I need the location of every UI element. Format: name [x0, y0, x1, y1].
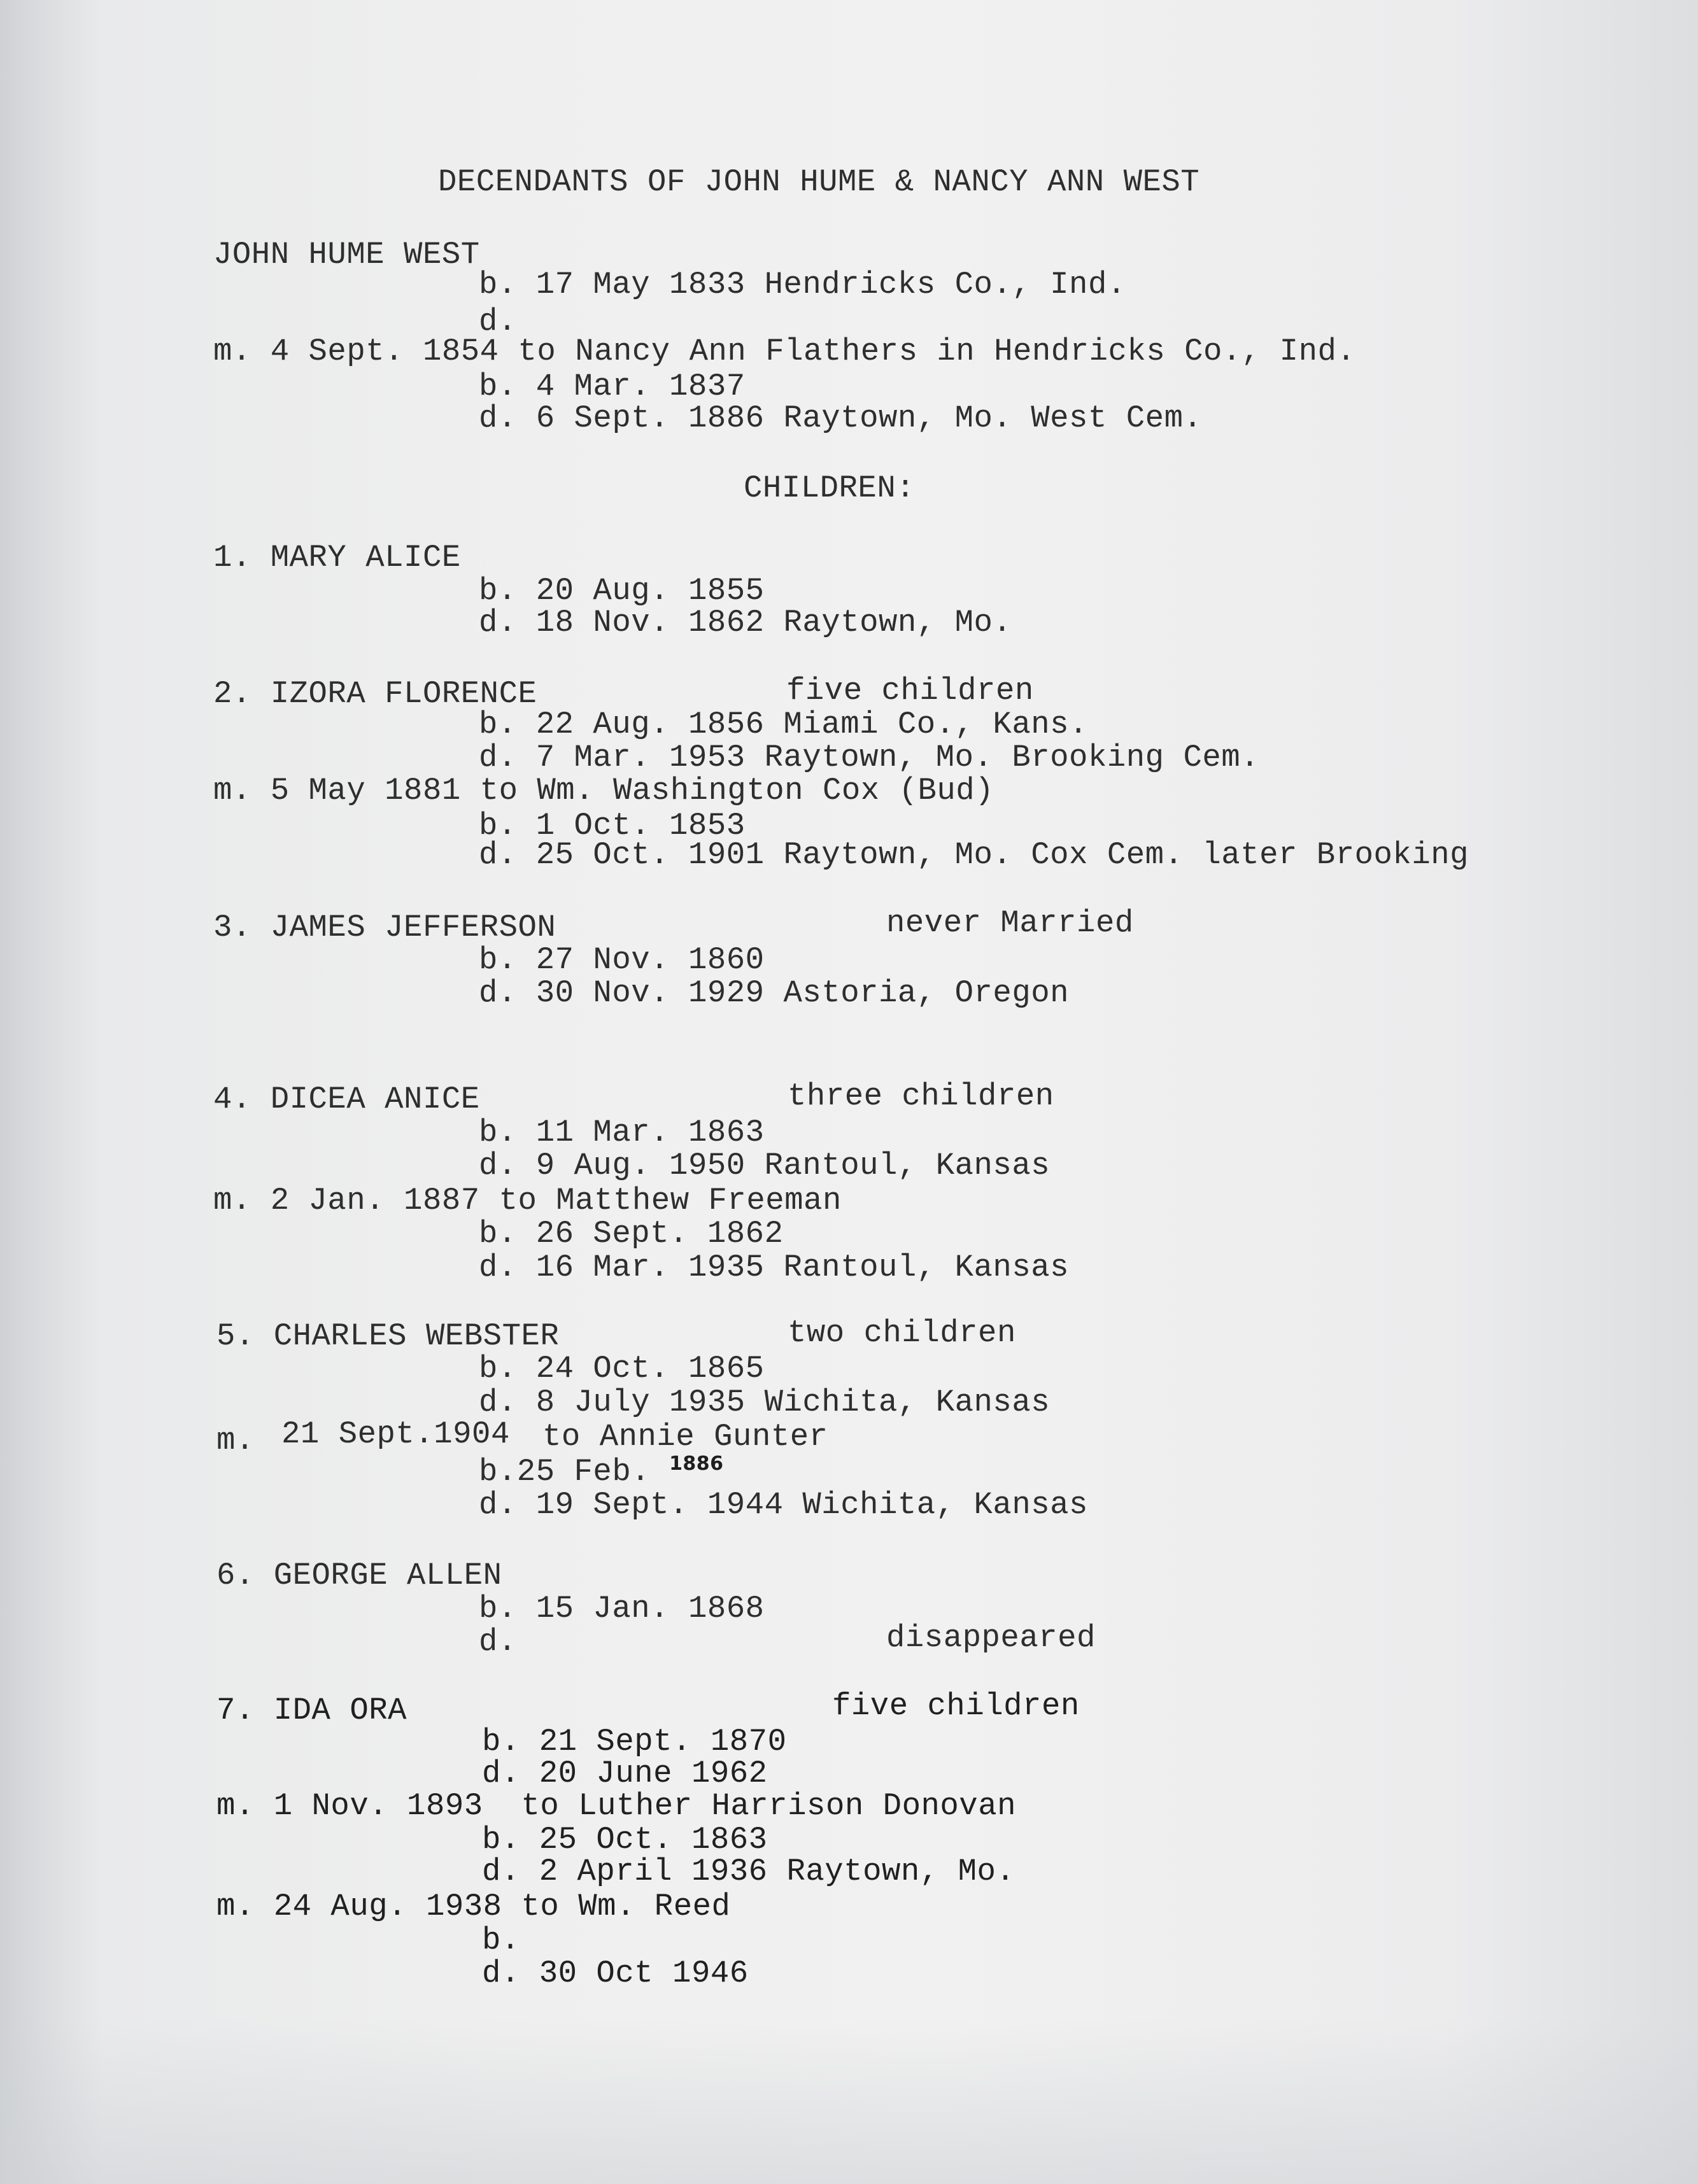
child-4-name: 4. DICEA ANICE	[213, 1081, 480, 1117]
child-5-note: two children	[788, 1315, 1016, 1351]
child-7-note: five children	[832, 1688, 1080, 1724]
document-title: DECENDANTS OF JOHN HUME & NANCY ANN WEST	[438, 164, 1200, 200]
child-1-name: 1. MARY ALICE	[213, 540, 461, 575]
child-7-born: b. 21 Sept. 1870	[482, 1724, 787, 1759]
children-heading: CHILDREN:	[744, 470, 916, 506]
child-7-died: d. 20 June 1962	[482, 1756, 768, 1791]
child-3-name: 3. JAMES JEFFERSON	[213, 910, 556, 945]
child-3-died: d. 30 Nov. 1929 Astoria, Oregon	[479, 975, 1070, 1011]
child-6-born: b. 15 Jan. 1868	[479, 1591, 765, 1626]
head-marriage: m. 4 Sept. 1854 to Nancy Ann Flathers in Hendricks Co., Ind.	[213, 334, 1356, 369]
child-5-marriage-prefix: m.	[216, 1423, 255, 1458]
child-5-name: 5. CHARLES WEBSTER	[216, 1318, 560, 1354]
child-2-note: five children	[786, 673, 1034, 708]
page-shadow	[0, 2018, 1698, 2184]
child-2-spouse-died: d. 25 Oct. 1901 Raytown, Mo. Cox Cem. later Brooking	[479, 837, 1469, 873]
child-7-marriage-2: m. 24 Aug. 1938 to Wm. Reed	[216, 1889, 731, 1924]
child-4-note: three children	[788, 1078, 1054, 1114]
child-7-marriage: m. 1 Nov. 1893 to Luther Harrison Donovan	[216, 1788, 1017, 1824]
child-2-spouse-born: b. 1 Oct. 1853	[479, 808, 746, 843]
child-4-died: d. 9 Aug. 1950 Rantoul, Kansas	[479, 1148, 1051, 1183]
head-spouse-died: d. 6 Sept. 1886 Raytown, Mo. West Cem.	[479, 400, 1203, 436]
child-5-died: d. 8 July 1935 Wichita, Kansas	[479, 1384, 1051, 1420]
child-1-born: b. 20 Aug. 1855	[479, 573, 765, 609]
child-7-spouse-2-born: b.	[482, 1922, 520, 1958]
child-5-spouse-born-typed: b.25 Feb.	[479, 1454, 651, 1490]
child-6-name: 6. GEORGE ALLEN	[216, 1558, 502, 1593]
head-name: JOHN HUME WEST	[213, 237, 480, 272]
child-5-born: b. 24 Oct. 1865	[479, 1351, 765, 1386]
head-spouse-born: b. 4 Mar. 1837	[479, 369, 746, 404]
child-3-note: never Married	[886, 905, 1134, 941]
child-5-spouse-died: d. 19 Sept. 1944 Wichita, Kansas	[479, 1487, 1088, 1523]
child-2-died: d. 7 Mar. 1953 Raytown, Mo. Brooking Cem.	[479, 740, 1260, 775]
child-5-marriage-rest: to Annie Gunter	[542, 1419, 828, 1455]
child-2-name: 2. IZORA FLORENCE	[213, 676, 537, 712]
child-6-died: d.	[479, 1624, 517, 1659]
child-3-born: b. 27 Nov. 1860	[479, 942, 765, 978]
child-4-spouse-died: d. 16 Mar. 1935 Rantoul, Kansas	[479, 1250, 1070, 1285]
child-2-marriage: m. 5 May 1881 to Wm. Washington Cox (Bud)	[213, 773, 994, 808]
child-7-name: 7. IDA ORA	[216, 1693, 407, 1728]
child-1-died: d. 18 Nov. 1862 Raytown, Mo.	[479, 605, 1012, 640]
child-4-spouse-born: b. 26 Sept. 1862	[479, 1216, 784, 1251]
child-6-note: disappeared	[886, 1620, 1096, 1656]
child-4-born: b. 11 Mar. 1863	[479, 1115, 765, 1150]
head-born: b. 17 May 1833 Hendricks Co., Ind.	[479, 267, 1126, 302]
child-7-spouse-died: d. 2 April 1936 Raytown, Mo.	[482, 1854, 1015, 1889]
head-died: d.	[479, 304, 517, 339]
child-4-marriage: m. 2 Jan. 1887 to Matthew Freeman	[213, 1183, 842, 1218]
child-7-spouse-born: b. 25 Oct. 1863	[482, 1822, 768, 1857]
child-5-marriage-date: 21 Sept.1904	[281, 1416, 510, 1452]
child-7-spouse-2-died: d. 30 Oct 1946	[482, 1955, 749, 1991]
child-5-spouse-born-handwritten-year: 1886	[669, 1453, 724, 1475]
child-2-born: b. 22 Aug. 1856 Miami Co., Kans.	[479, 707, 1088, 742]
